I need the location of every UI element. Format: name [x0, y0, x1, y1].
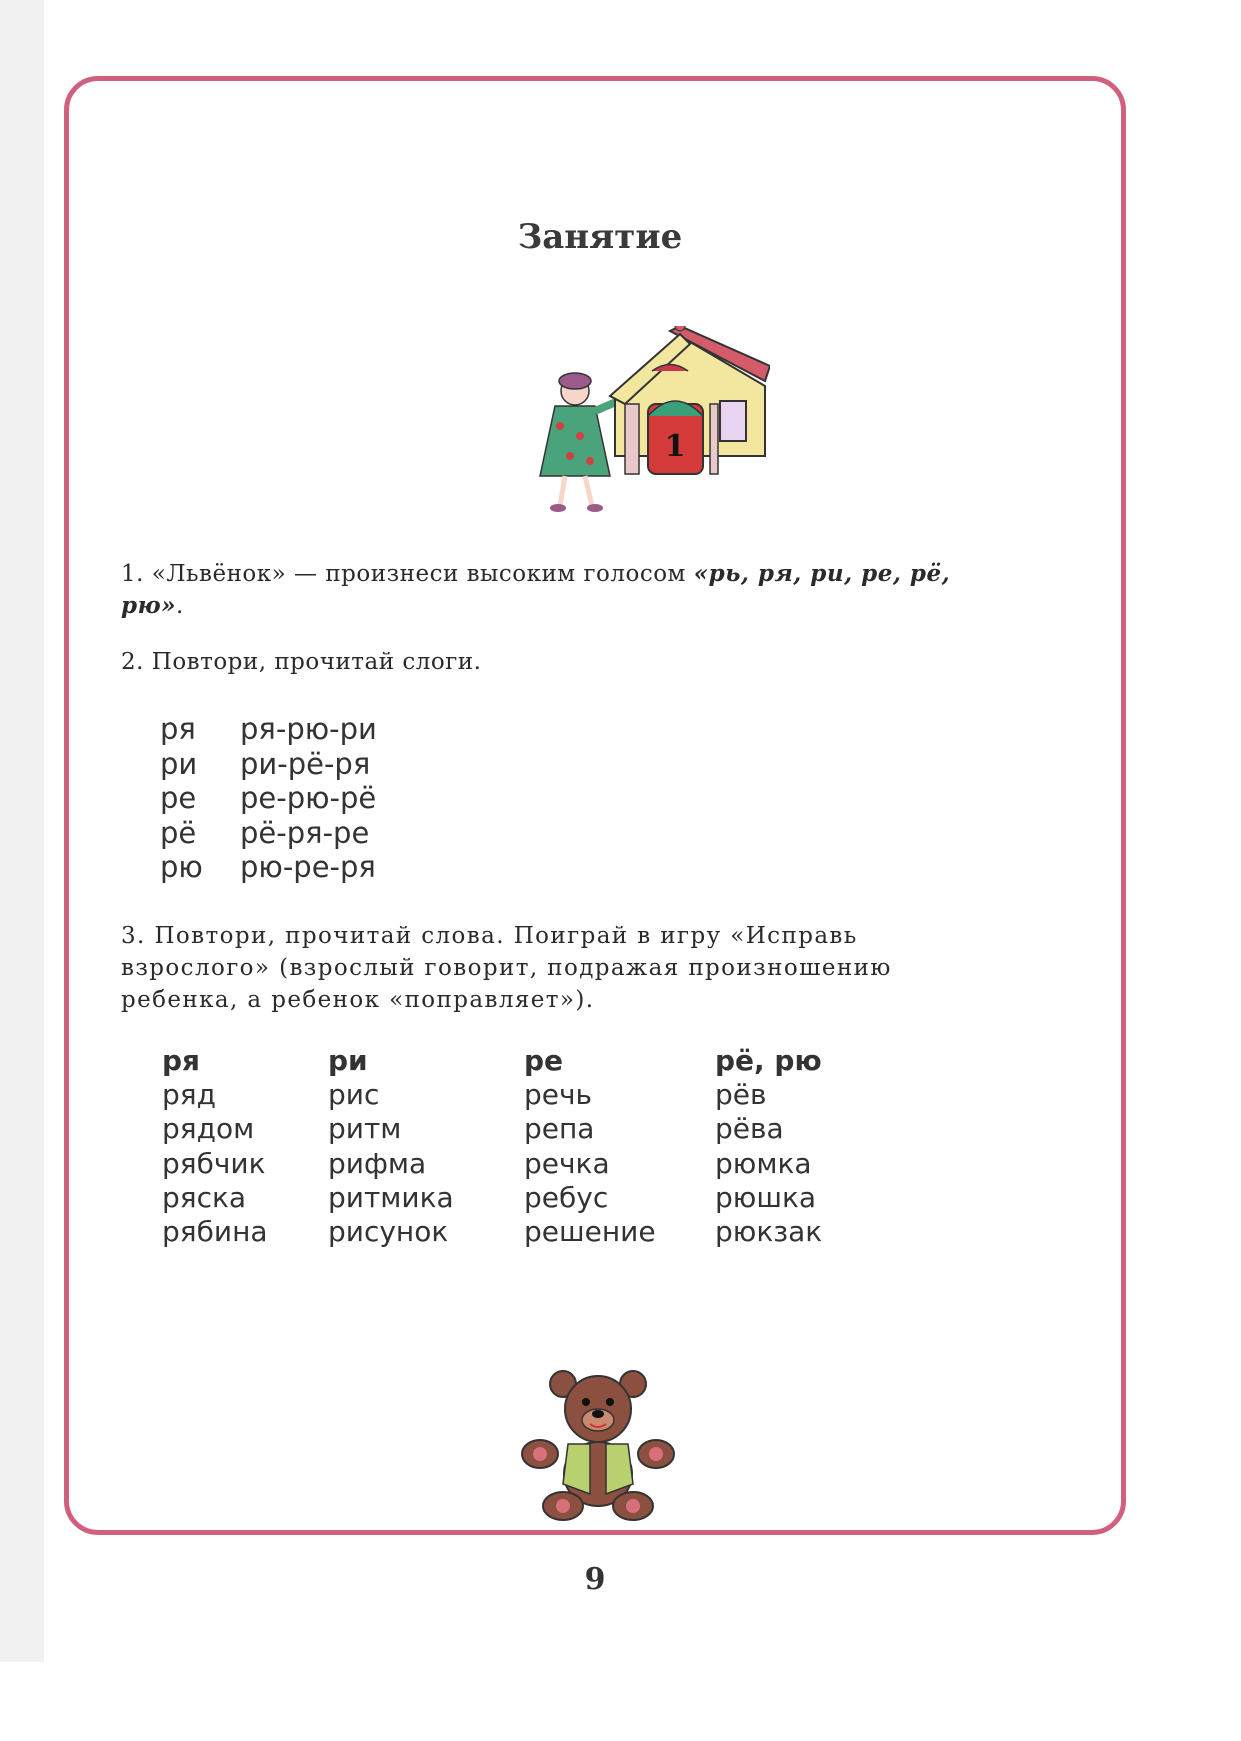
word: рядом — [162, 1112, 255, 1146]
syllable: ре — [160, 781, 197, 815]
page-number: 9 — [584, 1562, 606, 1597]
syllable: рё — [160, 815, 197, 850]
lesson-title: Занятие — [517, 217, 683, 257]
word: речь — [524, 1078, 593, 1112]
syllable-row — [160, 781, 377, 816]
syllable-row — [160, 850, 377, 885]
word: ритмика — [328, 1180, 454, 1214]
word: рифма — [328, 1146, 427, 1180]
task-1-syllables: «рь, ря, ри, ре, рё, рю» — [121, 560, 951, 619]
syllable-row — [160, 712, 377, 747]
house-number: 1 — [664, 429, 686, 464]
page-edge-shadow — [0, 0, 44, 1662]
word-column — [328, 1044, 454, 1249]
word: рябчик — [162, 1146, 266, 1180]
word-column — [524, 1044, 656, 1249]
teddy-bear-illustration — [518, 1364, 678, 1524]
word: рёва — [715, 1112, 784, 1146]
word-column — [162, 1044, 268, 1249]
syllable-table — [160, 712, 377, 885]
word: рябина — [162, 1214, 268, 1248]
syllable-chain: рю-ре-ря — [240, 850, 376, 884]
word-column — [715, 1044, 822, 1249]
syllable-chain: ри-рё-ря — [240, 746, 371, 781]
word: ряска — [162, 1180, 247, 1214]
syllable-chain: ря-рю-ри — [240, 712, 377, 746]
task-1 — [121, 558, 951, 622]
task-2: 2. Повтори, прочитай слоги. — [121, 649, 482, 675]
word: решение — [524, 1214, 656, 1248]
syllable: рю — [160, 850, 203, 884]
syllable: ри — [160, 746, 198, 781]
word: ритм — [328, 1112, 402, 1146]
syllable: ря — [160, 712, 196, 746]
word: речка — [524, 1146, 610, 1180]
word-column-header: ря — [162, 1044, 201, 1077]
house-illustration — [530, 326, 770, 556]
word: рёв — [715, 1078, 767, 1112]
syllable-chain: ре-рю-рё — [240, 781, 377, 815]
word: ребус — [524, 1180, 609, 1214]
word: рисунок — [328, 1214, 449, 1248]
syllable-row — [160, 747, 377, 782]
word: рюшка — [715, 1180, 817, 1214]
word: репа — [524, 1112, 595, 1146]
task-3: 3. Повтори, прочитай слова. Поиграй в игру «Исправь взрослого» (взрослый говорит, подражая произношению ребенка, а ребенок «поправляет»). — [121, 923, 892, 1013]
word: ряд — [162, 1078, 216, 1112]
word: рис — [328, 1078, 380, 1112]
syllable-chain: рё-ря-ре — [240, 815, 370, 850]
house-building — [610, 326, 770, 474]
task-1-suffix: . — [176, 593, 184, 619]
word-column-header: ри — [328, 1044, 368, 1077]
word: рюкзак — [715, 1214, 823, 1248]
syllable-row — [160, 816, 377, 851]
word: рюмка — [715, 1146, 812, 1180]
task-1-prefix: 1. «Львёнок» — произнеси высоким голосом — [121, 561, 694, 587]
word-column-header: рё, рю — [715, 1044, 822, 1077]
word-column-header: ре — [524, 1044, 564, 1077]
